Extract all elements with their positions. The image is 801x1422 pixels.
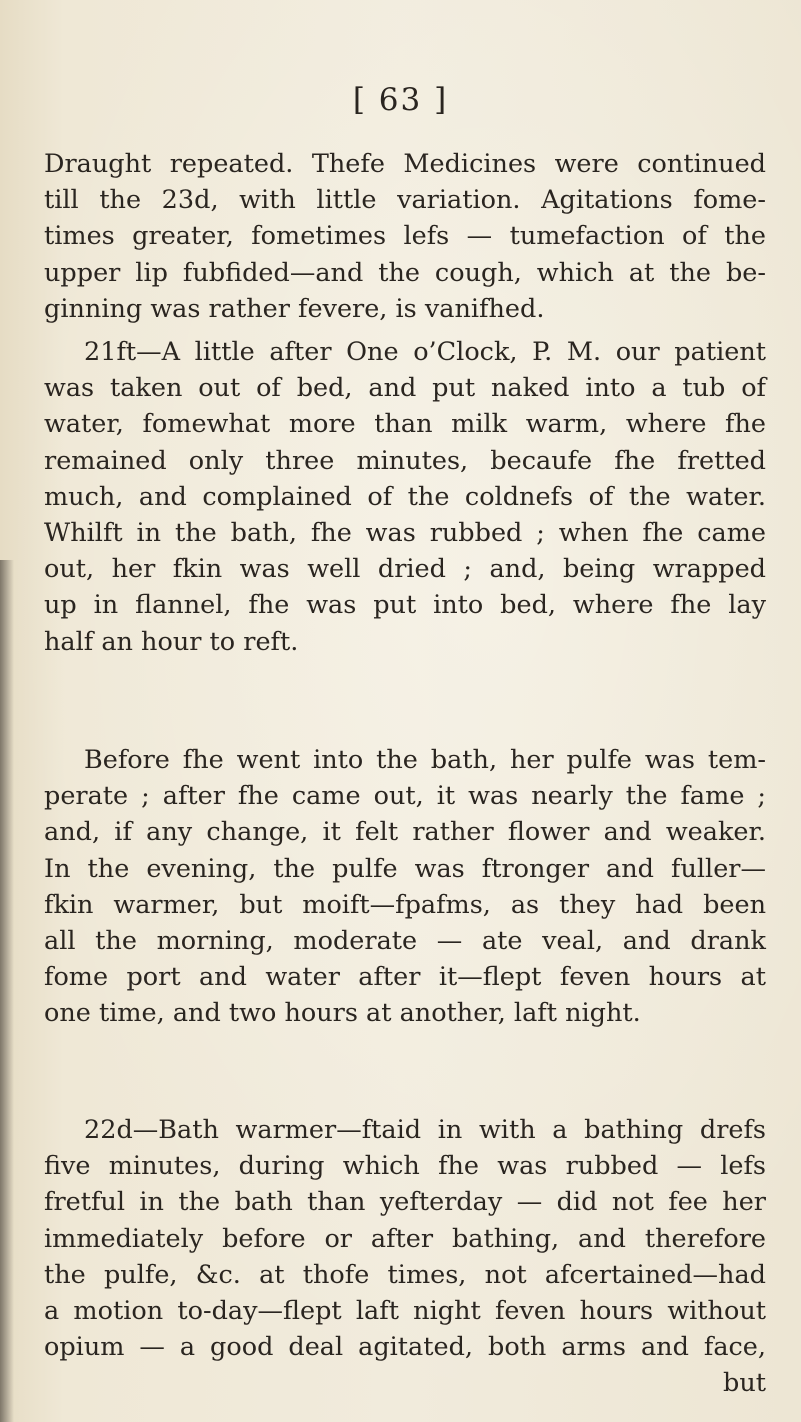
- text-line: a motion to-day—flept laft night feven hours without: [44, 1296, 766, 1327]
- text-line: was taken out of bed, and put naked into a tub of: [44, 373, 766, 404]
- text-line: one time, and two hours at another, laft night.: [44, 998, 641, 1029]
- text-line: till the 23d, with little variation. Agitations fome-: [44, 185, 766, 216]
- text-line: Draught repeated. Thefe Medicines were continued: [44, 149, 766, 179]
- page-number-header: [ 63 ]: [352, 82, 449, 118]
- text-line: perate ; after fhe came out, it was nearly the fame ;: [44, 781, 766, 812]
- binding-shadow: [0, 560, 14, 1422]
- text-line: immediately before or after bathing, and therefore: [44, 1223, 766, 1254]
- text-line: upper lip fubfided—and the cough, which at the be-: [44, 257, 766, 288]
- text-line: 21ft—A little after One o’Clock, P. M. our patient: [84, 337, 766, 367]
- text-line: times greater, fometimes lefs — tumefaction of the: [44, 221, 766, 252]
- paragraph-4: [44, 1112, 766, 1402]
- catchword: but: [723, 1368, 766, 1399]
- paragraph-3: [44, 742, 766, 1032]
- text-line: half an hour to reft.: [44, 626, 299, 657]
- text-line: 22d—Bath warmer—ftaid in with a bathing drefs: [84, 1115, 766, 1145]
- text-line: In the evening, the pulfe was ftronger and fuller—: [44, 853, 766, 884]
- text-line: much, and complained of the coldnefs of the water.: [44, 481, 766, 512]
- text-line: up in flannel, fhe was put into bed, where fhe lay: [44, 590, 766, 621]
- text-line: out, her fkin was well dried ; and, being wrapped: [44, 554, 766, 585]
- paragraph-2: [44, 334, 766, 660]
- text-line: water, fomewhat more than milk warm, where fhe: [44, 409, 766, 440]
- text-line: remained only three minutes, becaufe fhe fretted: [44, 445, 766, 476]
- text-line: fretful in the bath than yefterday — did not fee her: [44, 1187, 766, 1218]
- text-line: opium — a good deal agitated, both arms and face,: [44, 1332, 766, 1363]
- text-line: the pulfe, &c. at thofe times, not afcertained—had: [44, 1259, 766, 1290]
- text-line: fkin warmer, but moift—fpafms, as they had been: [44, 889, 766, 920]
- text-line: fome port and water after it—flept feven hours at: [44, 962, 766, 993]
- paragraph-1: [44, 146, 766, 327]
- text-line: ginning was rather fevere, is vanifhed.: [44, 293, 545, 324]
- text-line: all the morning, moderate — ate veal, and drank: [44, 926, 766, 957]
- text-line: Before fhe went into the bath, her pulfe was tem-: [84, 745, 766, 775]
- text-line: and, if any change, it felt rather flower and weaker.: [44, 817, 766, 848]
- text-line: Whilft in the bath, fhe was rubbed ; when fhe came: [44, 518, 766, 549]
- text-line: five minutes, during which fhe was rubbed — lefs: [44, 1151, 766, 1182]
